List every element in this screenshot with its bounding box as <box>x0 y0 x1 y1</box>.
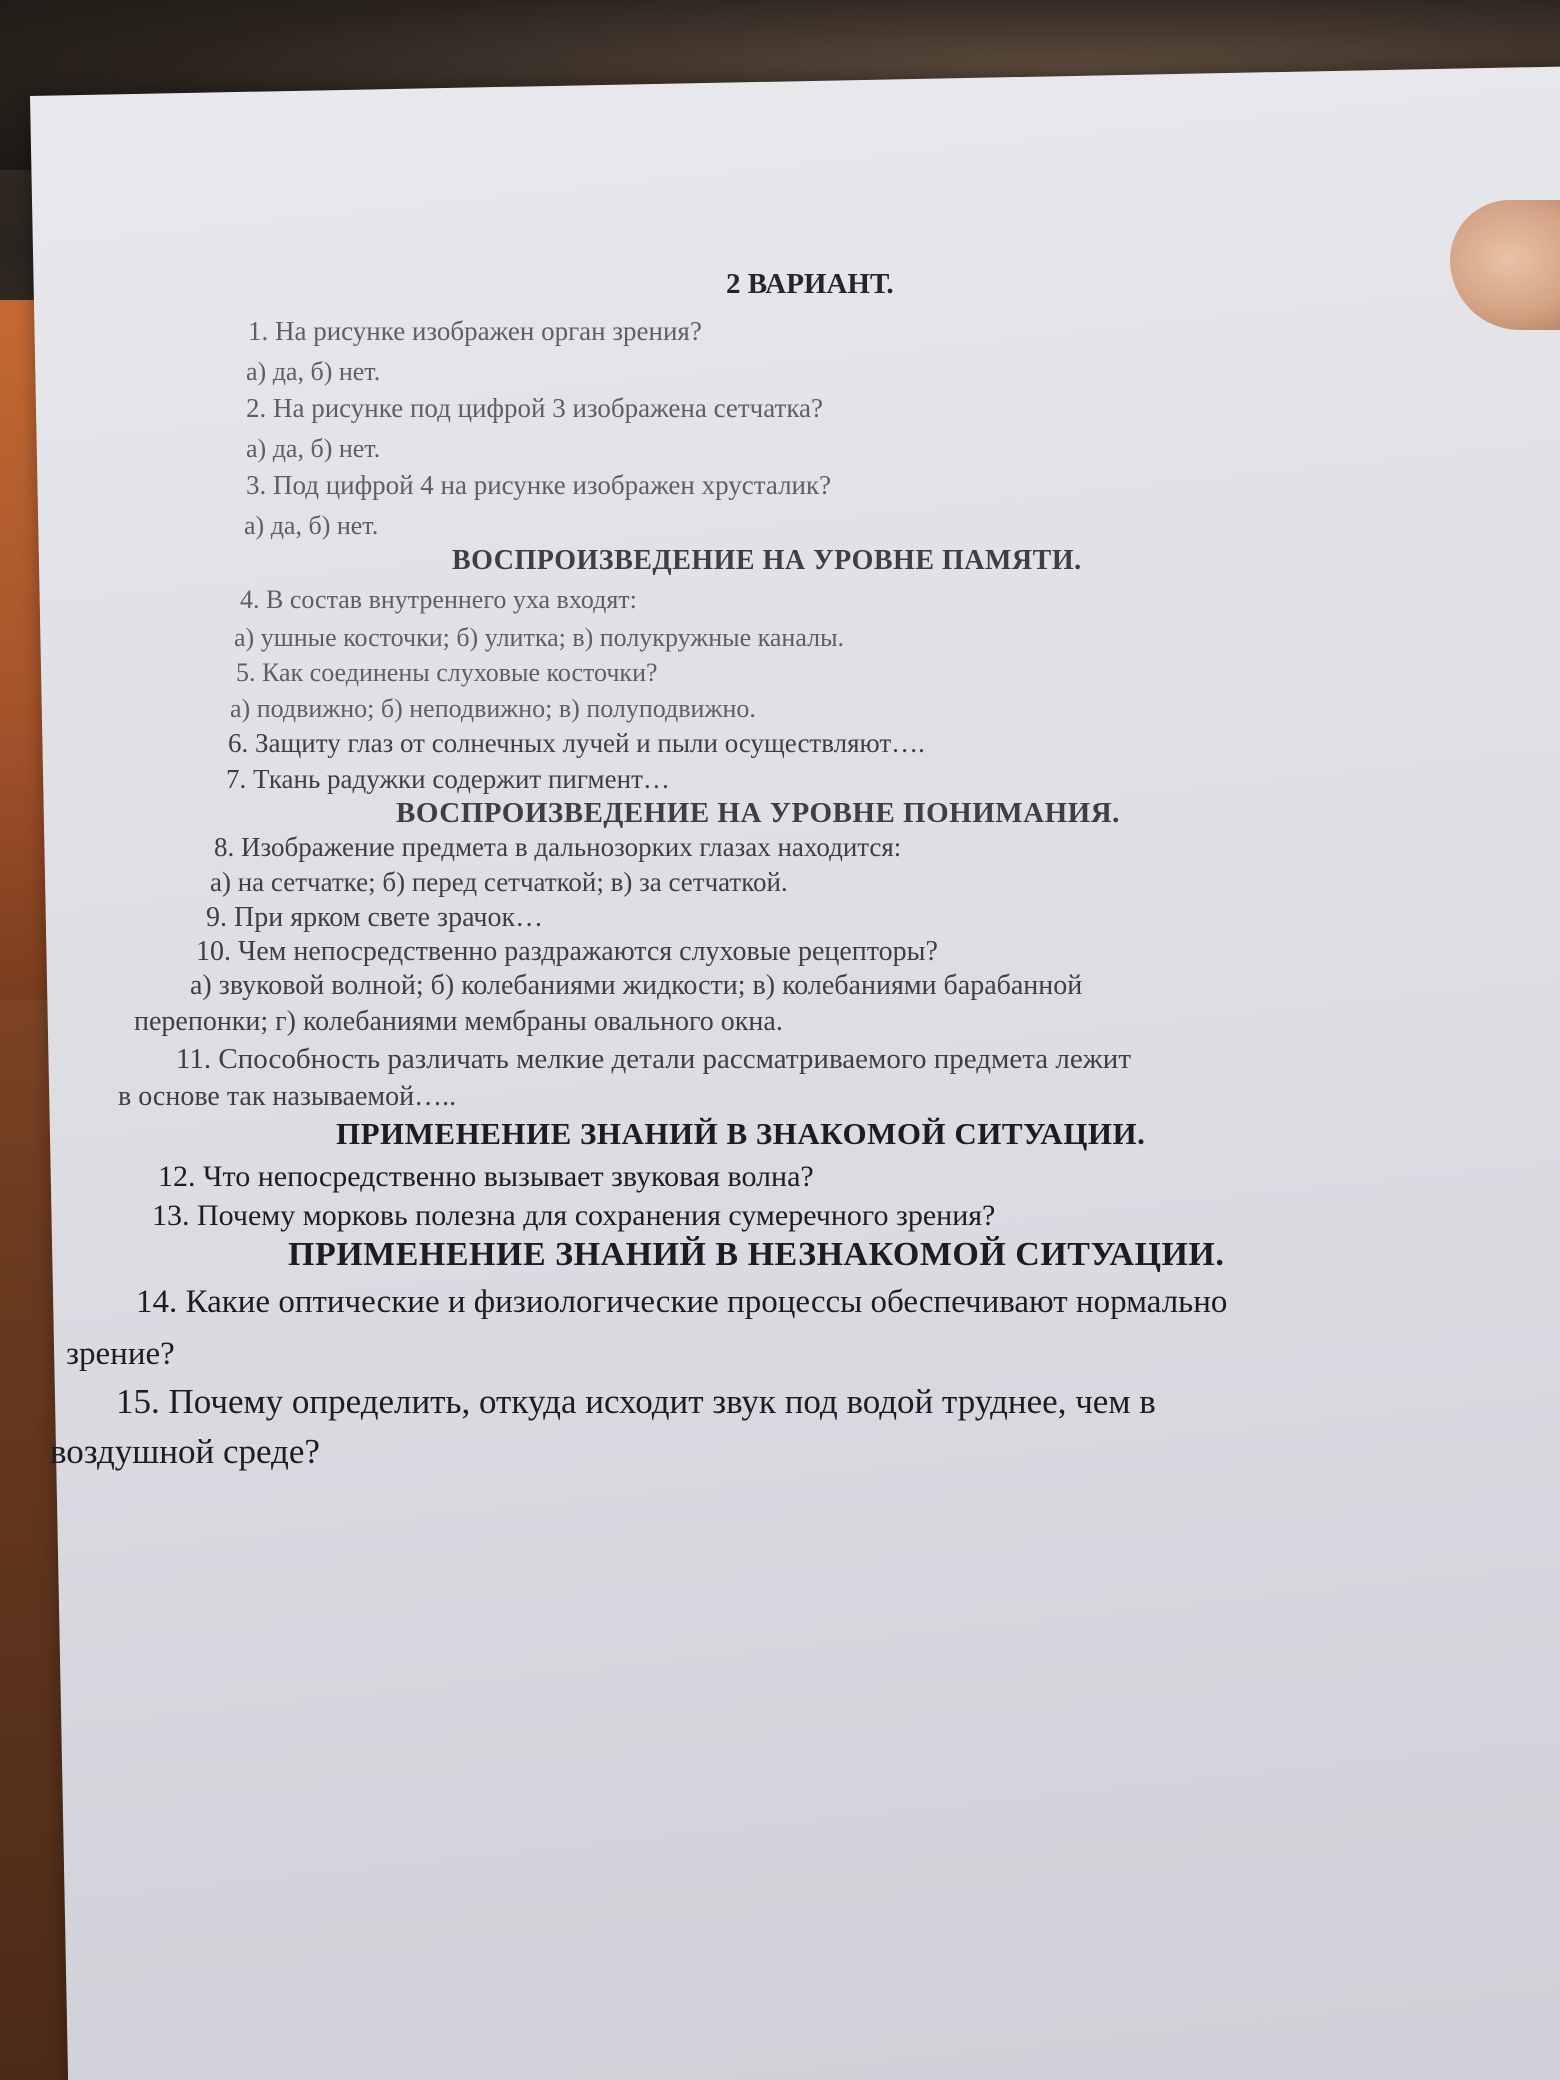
question-1: 1. На рисунке изображен орган зрения? <box>248 316 702 346</box>
question-4: 4. В состав внутреннего уха входят: <box>240 585 637 614</box>
section-heading-familiar-situation: ПРИМЕНЕНИЕ ЗНАНИЙ В ЗНАКОМОЙ СИТУАЦИИ. <box>336 1116 1146 1151</box>
section-heading-understanding: ВОСПРОИЗВЕДЕНИЕ НА УРОВНЕ ПОНИМАНИЯ. <box>396 797 1120 829</box>
question-5-options: а) подвижно; б) неподвижно; в) полуподвижно. <box>230 694 756 723</box>
question-5: 5. Как соединены слуховые косточки? <box>236 658 658 687</box>
question-11-line-2: в основе так называемой….. <box>118 1081 457 1112</box>
question-7: 7. Ткань радужки содержит пигмент… <box>226 764 670 794</box>
question-6: 6. Защиту глаз от солнечных лучей и пыли осуществляют…. <box>228 728 925 758</box>
question-15-line-2: воздушной среде? <box>50 1432 320 1471</box>
question-2: 2. На рисунке под цифрой 3 изображена сетчатка? <box>246 393 824 423</box>
question-14-line-2: зрение? <box>66 1336 175 1372</box>
question-3: 3. Под цифрой 4 на рисунке изображен хрусталик? <box>246 470 832 500</box>
question-4-options: а) ушные косточки; б) улитка; в) полукружные каналы. <box>234 623 845 652</box>
question-15-line-1: 15. Почему определить, откуда исходит звук под водой труднее, чем в <box>116 1382 1156 1421</box>
question-8: 8. Изображение предмета в дальнозорких глазах находится: <box>214 832 902 862</box>
question-10: 10. Чем непосредственно раздражаются слуховые рецепторы? <box>196 936 938 967</box>
question-2-options: а) да, б) нет. <box>246 434 381 463</box>
variant-title: 2 ВАРИАНТ. <box>726 268 894 300</box>
question-9: 9. При ярком свете зрачок… <box>206 902 544 933</box>
question-11-line-1: 11. Способность различать мелкие детали рассматриваемого предмета лежит <box>176 1043 1131 1075</box>
section-heading-memory: ВОСПРОИЗВЕДЕНИЕ НА УРОВНЕ ПАМЯТИ. <box>452 545 1082 576</box>
question-13: 13. Почему морковь полезна для сохранения сумеречного зрения? <box>152 1199 996 1232</box>
question-3-options: а) да, б) нет. <box>244 511 379 540</box>
question-14-line-1: 14. Какие оптические и физиологические процессы обеспечивают нормально <box>136 1284 1228 1320</box>
question-1-options: а) да, б) нет. <box>246 357 381 386</box>
question-10-options-line-1: а) звуковой волной; б) колебаниями жидкости; в) колебаниями барабанной <box>190 970 1083 1001</box>
question-12: 12. Что непосредственно вызывает звуковая волна? <box>158 1160 814 1193</box>
section-heading-unfamiliar-situation: ПРИМЕНЕНИЕ ЗНАНИЙ В НЕЗНАКОМОЙ СИТУАЦИИ. <box>288 1236 1225 1273</box>
question-10-options-line-2: перепонки; г) колебаниями мембраны овального окна. <box>134 1006 783 1037</box>
question-8-options: а) на сетчатке; б) перед сетчаткой; в) за сетчаткой. <box>210 867 788 897</box>
